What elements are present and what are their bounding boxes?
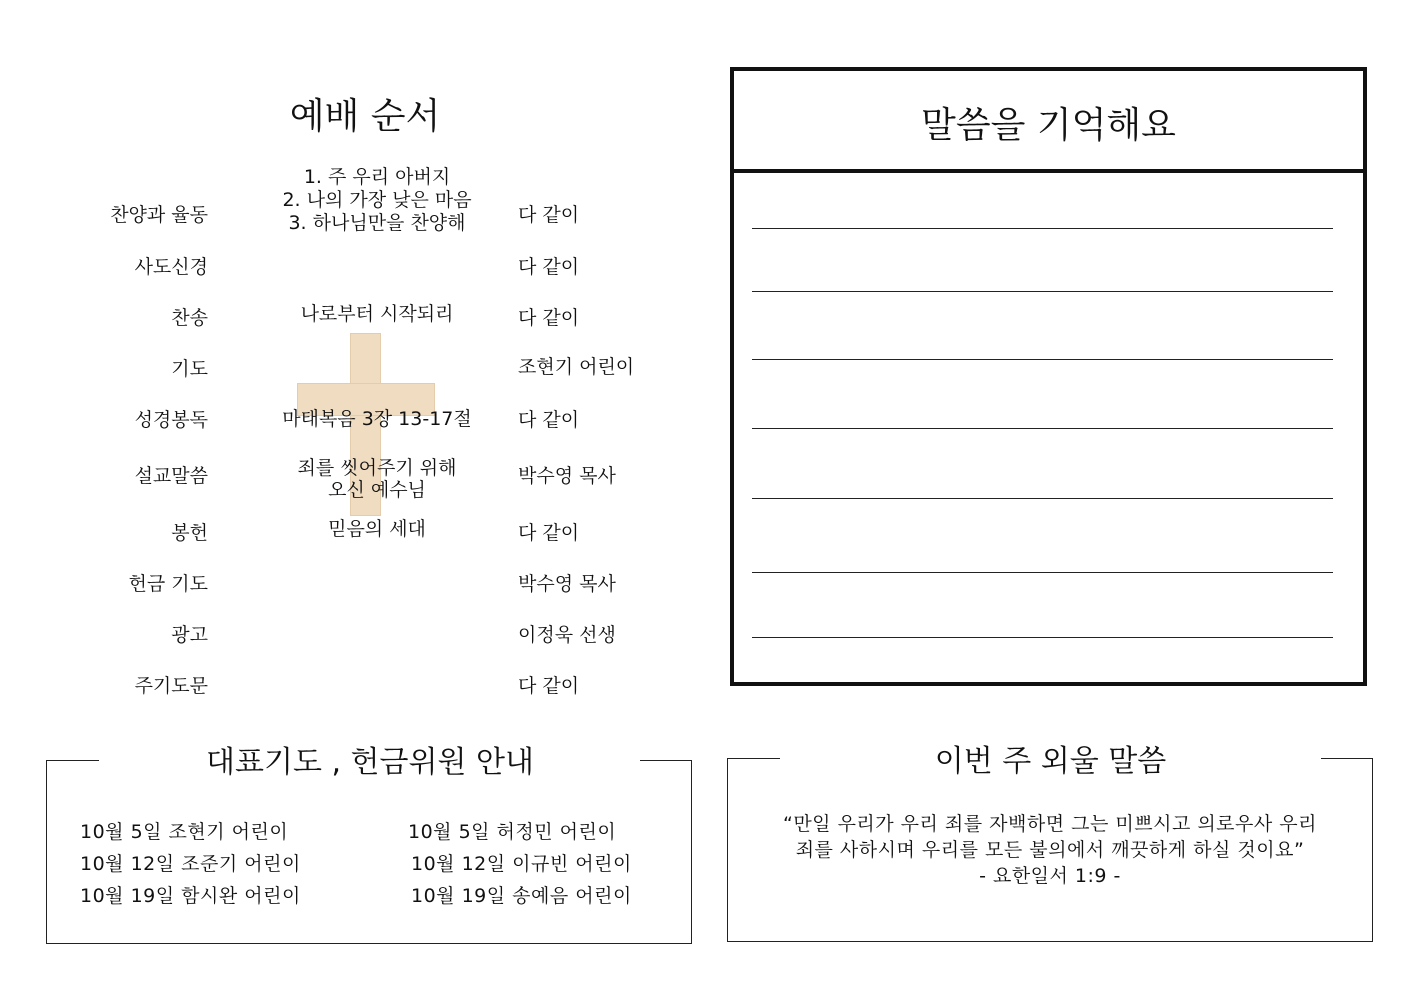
worship-row-leader: 다 같이 (518, 522, 580, 544)
writing-line (752, 228, 1333, 229)
worship-row-label: 봉헌 (171, 522, 208, 544)
worship-row-label: 찬송 (171, 307, 208, 329)
worship-row-lords-prayer (0, 671, 700, 711)
worship-row-hymn (0, 303, 700, 343)
worship-row-scripture (0, 405, 700, 445)
worship-row-praise (0, 166, 700, 240)
worship-row-leader: 박수영 목사 (518, 465, 616, 487)
writing-line (752, 637, 1333, 638)
writing-line (752, 428, 1333, 429)
prayer-leader-entry: 10월 19일 함시완 어린이 (80, 885, 301, 907)
worship-row-label: 헌금 기도 (128, 573, 208, 595)
worship-row-leader: 다 같이 (518, 409, 580, 431)
worship-row-leader: 다 같이 (518, 675, 580, 697)
worship-row-detail: 죄를 씻어주기 위해 오신 예수님 (297, 457, 457, 501)
offering-helper-entry: 10월 5일 허정민 어린이 (408, 821, 617, 843)
worship-row-label: 기도 (171, 358, 208, 380)
offering-helper-entry: 10월 12일 이규빈 어린이 (411, 853, 632, 875)
worship-row-detail: 나로부터 시작되리 (300, 303, 454, 325)
worship-row-leader: 다 같이 (518, 204, 580, 226)
writing-line (752, 498, 1333, 499)
memory-verse-line: 죄를 사하시며 우리를 모든 불의에서 깨끗하게 하실 것이요” (795, 839, 1305, 861)
worship-row-announcements (0, 620, 700, 660)
worship-row-leader: 다 같이 (518, 256, 580, 278)
worship-row-leader: 이정욱 선생 (518, 624, 616, 646)
worship-row-prayer (0, 352, 700, 392)
prayer-leader-entry: 10월 12일 조준기 어린이 (80, 853, 301, 875)
memo-title: 말씀을 기억해요 (921, 105, 1176, 146)
writing-line (752, 572, 1333, 573)
writing-line (752, 359, 1333, 360)
worship-row-offering (0, 518, 700, 558)
worship-row-detail: 믿음의 세대 (328, 518, 426, 540)
offering-helper-entry: 10월 19일 송예음 어린이 (411, 885, 632, 907)
box-top-edge-left (727, 758, 780, 759)
worship-row-leader: 조현기 어린이 (518, 356, 635, 378)
memo-box (730, 67, 1367, 686)
box-top-edge-left (46, 760, 99, 761)
worship-order-title: 예배 순서 (289, 96, 441, 137)
writing-line (752, 291, 1333, 292)
worship-row-label: 찬양과 율동 (110, 204, 208, 226)
memo-header (734, 71, 1363, 173)
worship-row-label: 성경봉독 (134, 409, 208, 431)
box-top-edge-right (1321, 758, 1373, 759)
worship-row-offering-prayer (0, 569, 700, 609)
worship-row-sermon (0, 457, 700, 501)
prayer-schedule-title: 대표기도 , 헌금위원 안내 (206, 745, 534, 780)
worship-row-creed (0, 252, 700, 292)
prayer-leader-entry: 10월 5일 조현기 어린이 (80, 821, 289, 843)
worship-row-leader: 다 같이 (518, 307, 580, 329)
worship-row-detail: 마태복음 3장 13-17절 (282, 408, 472, 430)
worship-row-label: 설교말씀 (134, 465, 208, 487)
worship-row-label: 사도신경 (134, 256, 208, 278)
worship-row-label: 광고 (171, 624, 208, 646)
box-top-edge-right (640, 760, 692, 761)
worship-row-leader: 박수영 목사 (518, 573, 616, 595)
memory-verse-reference: - 요한일서 1:9 - (979, 865, 1121, 887)
worship-row-label: 주기도문 (134, 675, 208, 697)
worship-row-detail: 1. 주 우리 아버지 2. 나의 가장 낮은 마음 3. 하나님만을 찬양해 (282, 166, 472, 234)
memory-verse-line: “만일 우리가 우리 죄를 자백하면 그는 미쁘시고 의로우사 우리 (782, 813, 1317, 835)
memory-verse-title: 이번 주 외울 말씀 (934, 744, 1167, 779)
